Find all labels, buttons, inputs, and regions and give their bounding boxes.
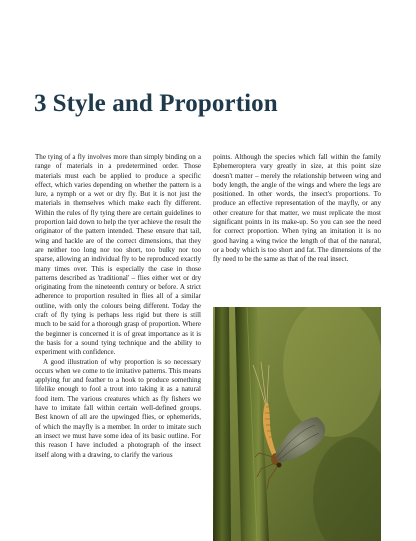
left-text-column xyxy=(35,153,201,460)
chapter-number: 3 xyxy=(34,90,47,117)
mayfly-photo xyxy=(213,307,381,541)
paragraph: The tying of a fly involves more than simply binding on a range of materials in a predetermined order. Those materials must each be applied to produce a specific effect, which varies depending on whether the pattern is a lure, a nymph or a wet or dry fly. But it is not just the materials in themselves which make each fly different. Within the rules of fly tying there are certain guidelines to proportion laid down to help the tyer achieve the result the originator of the pattern intended. These ensure that tail, wing and hackle are of the correct dimensions, that they are neither too long nor too short, too bulky nor too sparse, allowing an individual fly to be reproduced exactly many times over. This is especially the case in those patterns described as 'traditional' – flies either wet or dry originating from the nineteenth century or before. A strict adherence to proportion resulted in flies all of a similar outline, with only the colours being different. Today the craft of fly tying is perhaps less rigid but there is still much to be said for a thorough grasp of proportion. Where the beginner is concerned it is of great importance as it is the basis for a sound tying technique and the ability to experiment with confidence. xyxy=(35,153,201,357)
mayfly-on-reed-image xyxy=(213,307,381,541)
right-text-column xyxy=(213,153,381,265)
paragraph: points. Although the species which fall within the family Ephemeroptera vary greatly in size, at this point size doesn't matter – merely the relationship between wing and body length, the angle of the wings and where the legs are positioned. In other words, the insect's proportions. To produce an effective representation of the mayfly, or any other creature for that matter, we must replicate the most significant points in its make-up. So you can see the need for correct proportion. When tying an imitation it is no good having a wing twice the length of that of the natural, or a body which is too short and fat. The dimensions of the fly need to be the same as that of the real insect. xyxy=(213,153,381,264)
chapter-title-text: Style and Proportion xyxy=(52,90,278,117)
chapter-title xyxy=(34,90,278,118)
paragraph: A good illustration of why proportion is so necessary occurs when we come to tie imitative patterns. This means applying fur and feather to a hook to produce something lifelike enough to fool a trout into taking it as a natural food item. The various creatures which as fly fishers we have to imitate fall within certain well-defined groups. Best known of all are the upwinged flies, or ephemerids, of which the mayfly is a member. In order to imitate such an insect we must have some idea of its basic outline. For this reason I have included a photograph of the insect itself along with a drawing, to clarify the various xyxy=(35,357,201,459)
